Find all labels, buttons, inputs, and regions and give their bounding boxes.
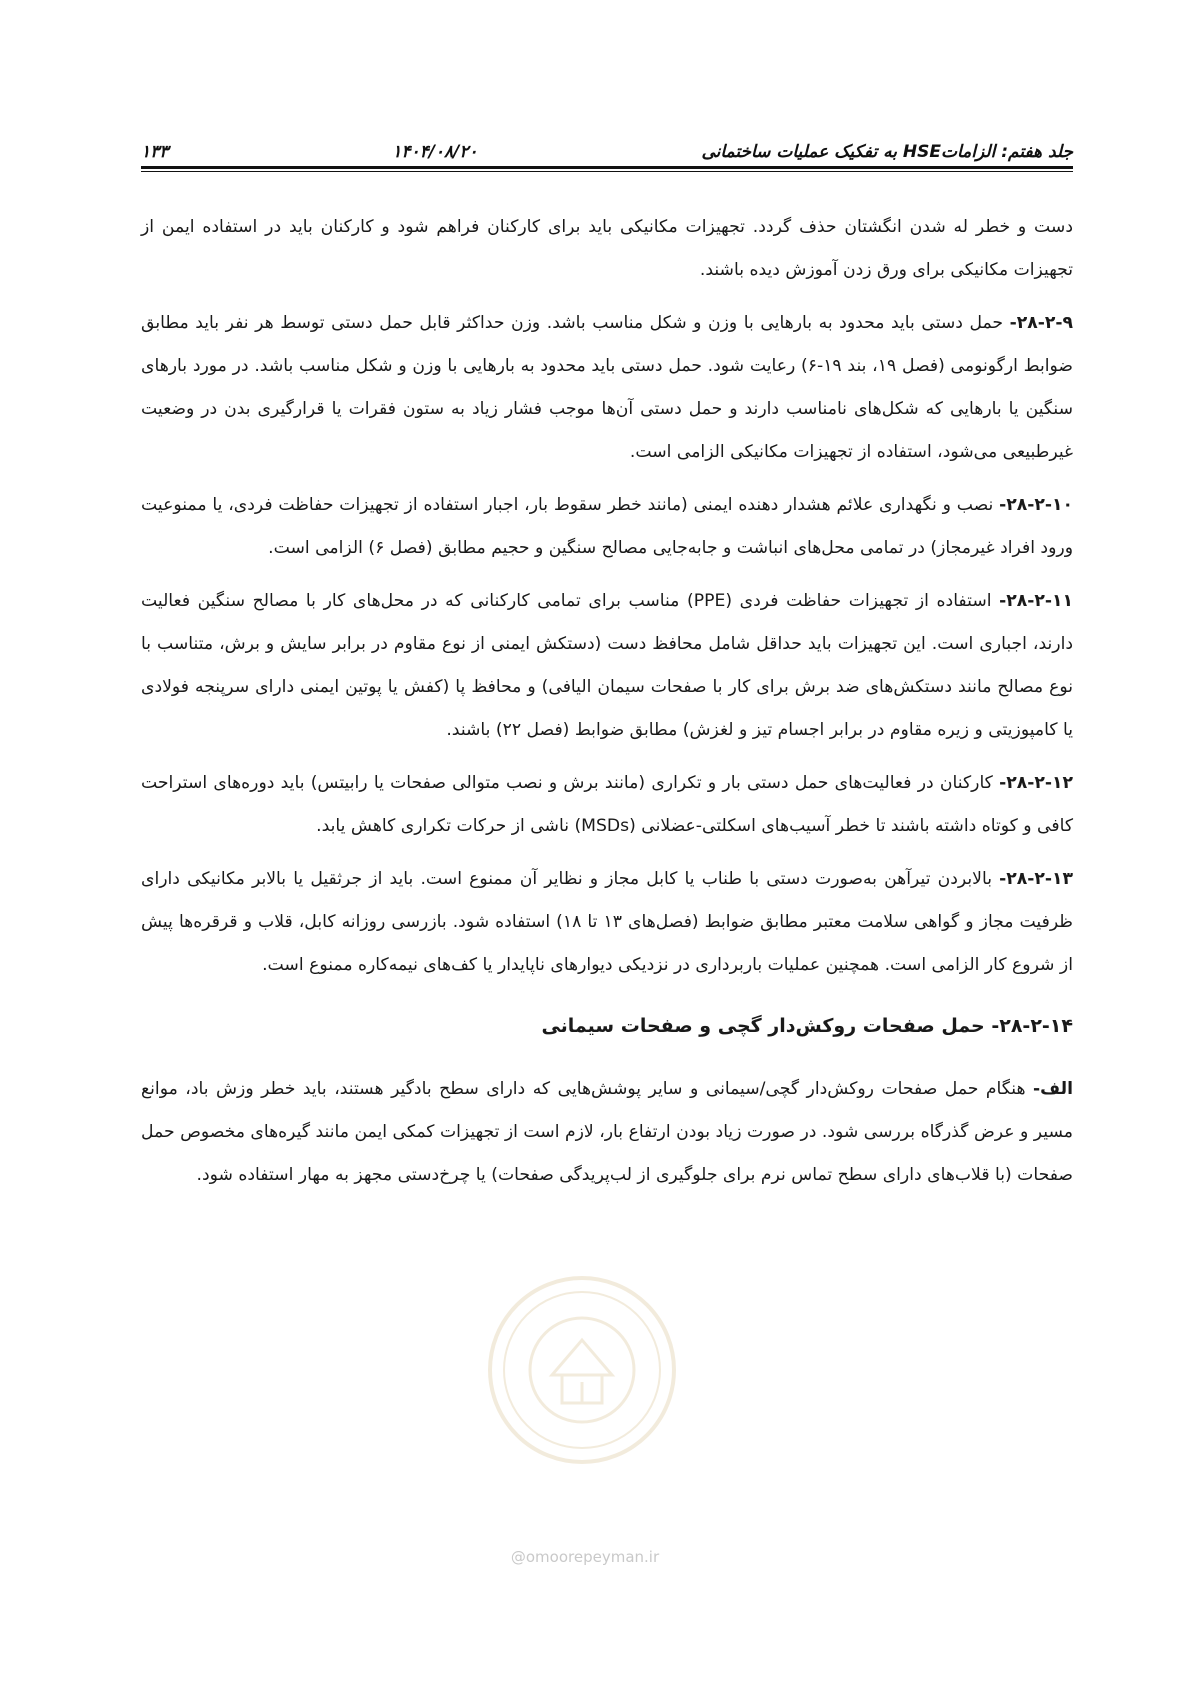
header-rule-thin bbox=[141, 171, 1073, 172]
clause-number: الف- bbox=[1033, 1079, 1073, 1099]
clause-number: ۲۸-۲-۱۱- bbox=[999, 591, 1073, 611]
clause-alef bbox=[141, 1068, 1073, 1197]
paragraph-text: دست و خطر له شدن انگشتان حذف گردد. تجهیزات مکانیکی باید برای کارکنان فراهم شود و کارکنان باید در استفاده ایمن از تجهیزات مکانیکی برای ورق زدن آموزش دیده باشند. bbox=[141, 217, 1073, 280]
clause-number: ۲۸-۲-۱۲- bbox=[999, 773, 1073, 793]
clause-text: استفاده از تجهیزات حفاظت فردی (PPE) مناسب برای تمامی کارکنانی که در محل‌های کار با مصالح سنگین فعالیت دارند، اجباری است. این تجهیزات باید حداقل شامل محافظ دست (دستکش ایمنی از نوع مقاوم در برابر سایش و برش، متناسب با نوع مصالح مانند دستکش‌های ضد برش برای کار با صفحات سیمان الیافی) و محافظ پا (کفش یا پوتین ایمنی دارای سرپنجه فولادی یا کامپوزیتی و زیره مقاوم در برابر اجسام تیز و لغزش) مطابق ضوابط (فصل ۲۲) باشند. bbox=[141, 591, 1073, 740]
book-title-prefix: جلد هفتم: الزامات bbox=[941, 142, 1073, 162]
header-rule-thick bbox=[141, 166, 1073, 169]
watermark-seal-icon bbox=[482, 1270, 682, 1470]
clause-28-2-13 bbox=[141, 858, 1073, 987]
clause-text: بالابردن تیرآهن به‌صورت دستی با طناب یا کابل مجاز و نظایر آن ممنوع است. باید از جرثقیل یا بالابر مکانیکی دارای ظرفیت مجاز و گواهی سلامت معتبر مطابق ضوابط (فصل‌های ۱۳ تا ۱۸) استفاده شود. بازرسی روزانه کابل، قلاب و قرقره‌ها پیش از شروع کار الزامی است. همچنین عملیات باربرداری در نزدیکی دیوارهای ناپایدار یا کف‌های نیمه‌کاره ممنوع است. bbox=[141, 869, 1073, 975]
page-number: ۱۳۳ bbox=[141, 142, 169, 162]
clause-number: ۲۸-۲-۱۰- bbox=[999, 495, 1073, 515]
clause-text: حمل دستی باید محدود به بارهایی با وزن و شکل مناسب باشد. وزن حداکثر قابل حمل دستی توسط هر نفر باید مطابق ضوابط ارگونومی (فصل ۱۹، بند ۱۹-۶) رعایت شود. حمل دستی باید محدود به بارهایی با وزن و شکل مناسب باشد. در مورد بارهای سنگین یا بارهایی که شکل‌های نامناسب دارند و حمل دستی آن‌ها موجب فشار زیاد به ستون فقرات یا قرارگیری بدن در وضعیت غیرطبیعی می‌شود، استفاده از تجهیزات مکانیکی الزامی است. bbox=[141, 313, 1073, 462]
clause-28-2-12 bbox=[141, 762, 1073, 848]
document-body bbox=[141, 206, 1073, 1207]
section-heading: ۲۸-۲-۱۴- حمل صفحات روکش‌دار گچی و صفحات سیمانی bbox=[541, 1015, 1073, 1037]
clause-28-2-10 bbox=[141, 484, 1073, 570]
clause-28-2-11 bbox=[141, 580, 1073, 752]
book-title-suffix: به تفکیک عملیات ساختمانی bbox=[701, 142, 903, 162]
clause-28-2-9 bbox=[141, 302, 1073, 474]
page-header bbox=[141, 130, 1073, 162]
watermark-url: @omoorepeyman.ir bbox=[510, 1548, 660, 1566]
clause-text: نصب و نگهداری علائم هشدار دهنده ایمنی (مانند خطر سقوط بار، اجبار استفاده از تجهیزات حفاظت فردی، یا ممنوعیت ورود افراد غیرمجاز) در تمامی محل‌های انباشت و جابه‌جایی مصالح سنگین و حجیم مطابق (فصل ۶) الزامی است. bbox=[141, 495, 1073, 558]
book-title-hse: HSE bbox=[902, 142, 941, 162]
paragraph bbox=[141, 206, 1073, 292]
clause-text: هنگام حمل صفحات روکش‌دار گچی/سیمانی و سایر پوشش‌هایی که دارای سطح بادگیر هستند، باید خطر وزش باد، موانع مسیر و عرض گذرگاه بررسی شود. در صورت زیاد بودن ارتفاع بار، لازم است از تجهیزات کمکی ایمن مانند گیره‌های مخصوص حمل صفحات (با قلاب‌های دارای سطح تماس نرم برای جلوگیری از لب‌پریدگی صفحات) یا چرخ‌دستی مجهز به مهار استفاده شود. bbox=[141, 1079, 1073, 1185]
clause-text: کارکنان در فعالیت‌های حمل دستی بار و تکراری (مانند برش و نصب متوالی صفحات یا رابیتس) باید دوره‌های استراحت کافی و کوتاه داشته باشند تا خطر آسیب‌های اسکلتی-عضلانی (MSDs) ناشی از حرکات تکراری کاهش یابد. bbox=[141, 773, 1073, 836]
book-title bbox=[701, 142, 1073, 162]
clause-number: ۲۸-۲-۱۳- bbox=[999, 869, 1073, 889]
header-date: ۱۴۰۴/۰۸/۲۰ bbox=[392, 142, 478, 162]
clause-number: ۲۸-۲-۹- bbox=[1009, 313, 1073, 333]
